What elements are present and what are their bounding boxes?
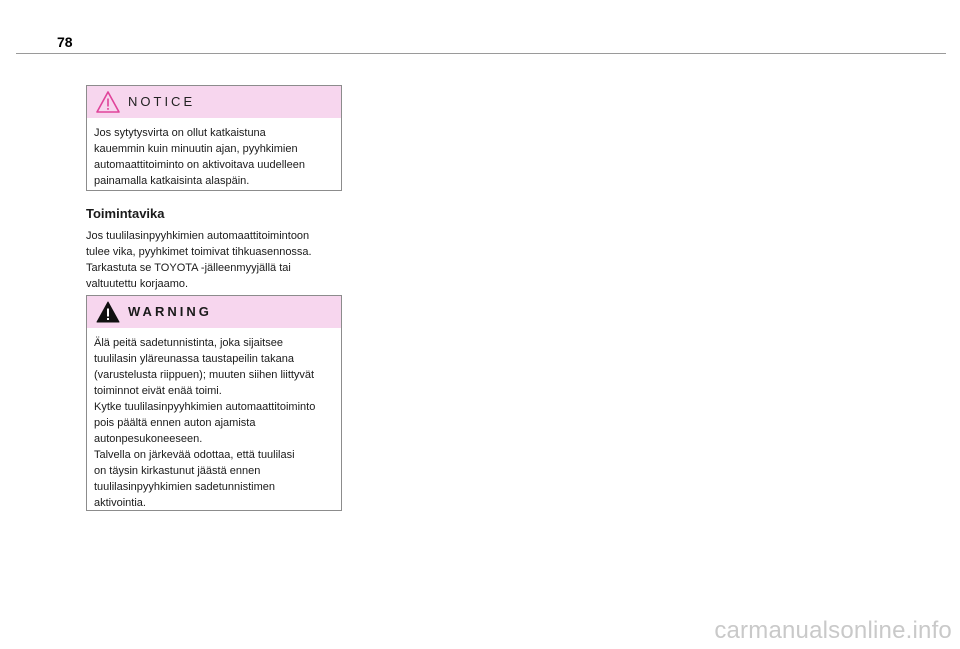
notice-title: NOTICE xyxy=(128,94,196,109)
section-text: Jos tuulilasinpyyhkimien automaattitoimintoon tulee vika, pyyhkimet toimivat tihkuasennossa. Tarkastuta se TOYOTA -jälleenmyyjällä tai valtuutettu korjaamo. xyxy=(86,230,312,290)
notice-header xyxy=(87,86,341,118)
warning-title: WARNING xyxy=(128,304,212,319)
notice-text: Jos sytytysvirta on ollut katkaistuna kauemmin kuin minuutin ajan, pyyhkimien automaattitoiminto on aktivoitava uudelleen painamalla katkaisinta alaspäin. xyxy=(94,127,305,187)
warning-body xyxy=(87,328,341,518)
notice-body xyxy=(87,118,341,196)
warning-triangle-outline-icon xyxy=(95,90,121,114)
page-number: 78 xyxy=(57,34,73,50)
warning-box xyxy=(86,295,342,511)
header-divider xyxy=(16,53,946,54)
warning-header xyxy=(87,296,341,328)
section-heading: Toimintavika xyxy=(86,206,165,221)
warning-triangle-filled-icon xyxy=(95,300,121,324)
notice-box xyxy=(86,85,342,191)
watermark: carmanualsonline.info xyxy=(714,617,952,644)
warning-text: Älä peitä sadetunnistinta, joka sijaitsee tuulilasin yläreunassa taustapeilin takana (varustelusta riippuen); muuten siihen liittyvät toiminnot eivät enää toimi. Kytke tuulilasinpyyhkimien automaattitoiminto pois päältä ennen auton ajamista autonpesukoneeseen. Talvella on järkevää odottaa, että tuulilasi on täysin kirkastunut jäästä ennen tuulilasinpyyhkimien sadetunnistimen aktivointia. xyxy=(94,337,316,509)
